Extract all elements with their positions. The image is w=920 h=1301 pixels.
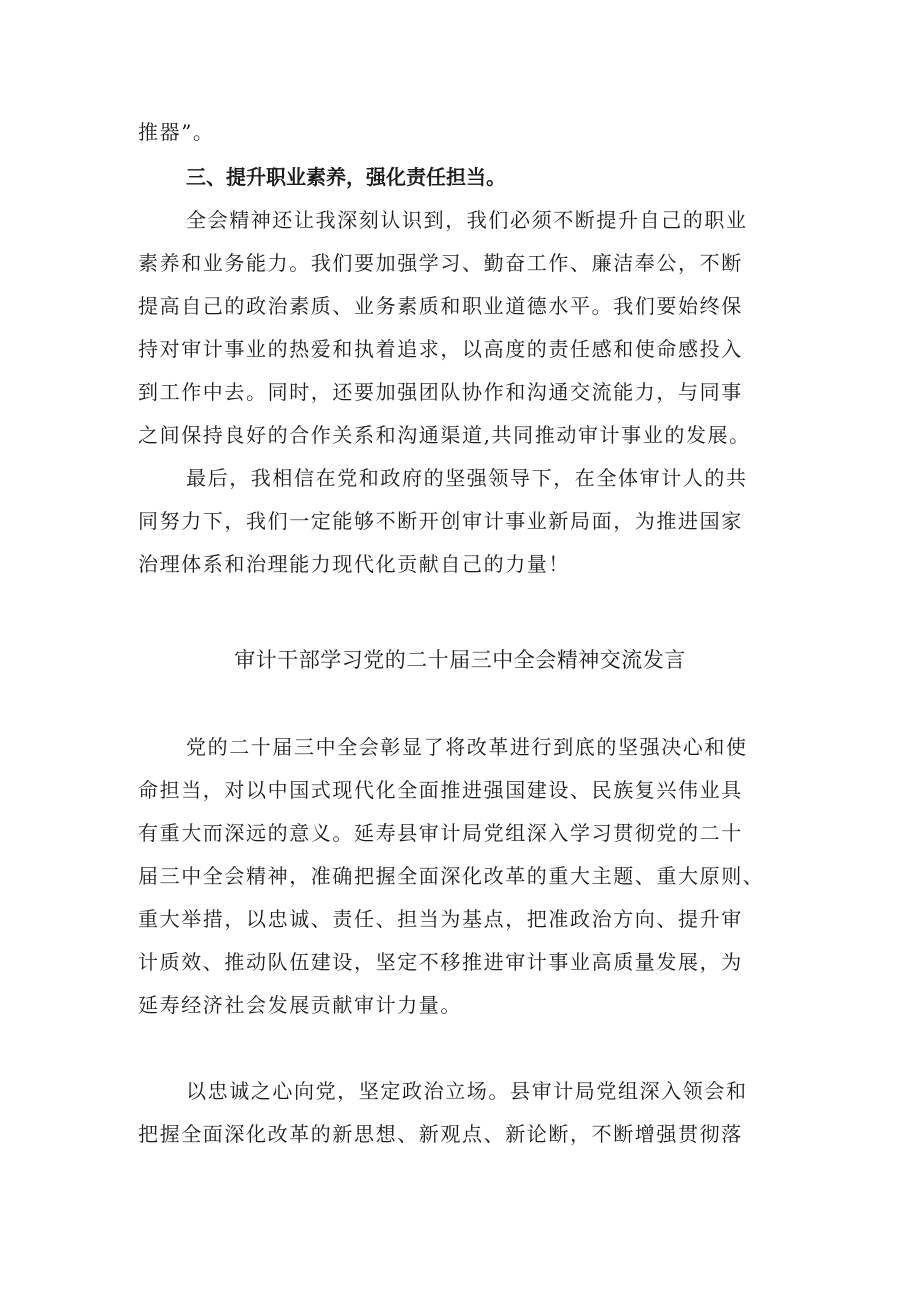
- paragraph-line: 延寿经济社会发展贡献审计力量。: [138, 993, 462, 1017]
- continuation-line: 推器”。: [138, 120, 215, 144]
- paragraph-line: 以忠诚之心向党，坚定政治立场。县审计局党组深入领会和: [186, 1079, 748, 1103]
- paragraph-line: 提高自己的政治素质、业务素质和职业道德水平。我们要始终保: [138, 294, 743, 318]
- paragraph-line: 届三中全会精神，准确把握全面深化改革的重大主题、重大原则、: [138, 864, 765, 888]
- article-title: 审计干部学习党的二十届三中全会精神交流发言: [234, 648, 686, 672]
- paragraph-line: 命担当，对以中国式现代化全面推进强国建设、民族复兴伟业具: [138, 778, 743, 802]
- section-heading: 三、提升职业素养，强化责任担当。: [186, 165, 506, 189]
- paragraph-line: 把握全面深化改革的新思想、新观点、新论断，不断增强贯彻落: [138, 1122, 743, 1146]
- paragraph-line: 党的二十届三中全会彰显了将改革进行到底的坚强决心和使: [186, 735, 748, 759]
- paragraph-line: 重大举措，以忠诚、责任、担当为基点，把准政治方向、提升审: [138, 907, 743, 931]
- paragraph-line: 素养和业务能力。我们要加强学习、勤奋工作、廉洁奉公，不断: [138, 251, 743, 275]
- paragraph-line: 到工作中去。同时，还要加强团队协作和沟通交流能力，与同事: [138, 380, 743, 404]
- paragraph-line: 计质效、推动队伍建设，坚定不移推进审计事业高质量发展，为: [138, 950, 743, 974]
- paragraph-line: 同努力下，我们一定能够不断开创审计事业新局面，为推进国家: [138, 509, 743, 533]
- paragraph-line: 最后，我相信在党和政府的坚强领导下，在全体审计人的共: [186, 466, 748, 490]
- paragraph-line: 全会精神还让我深刻认识到，我们必须不断提升自己的职业: [186, 208, 748, 232]
- paragraph-line: 治理体系和治理能力现代化贡献自己的力量！: [138, 552, 570, 576]
- paragraph-line: 有重大而深远的意义。延寿县审计局党组深入学习贯彻党的二十: [138, 821, 743, 845]
- paragraph-line: 持对审计事业的热爱和执着追求，以高度的责任感和使命感投入: [138, 337, 743, 361]
- paragraph-line: 之间保持良好的合作关系和沟通渠道,共同推动审计事业的发展。: [138, 423, 751, 447]
